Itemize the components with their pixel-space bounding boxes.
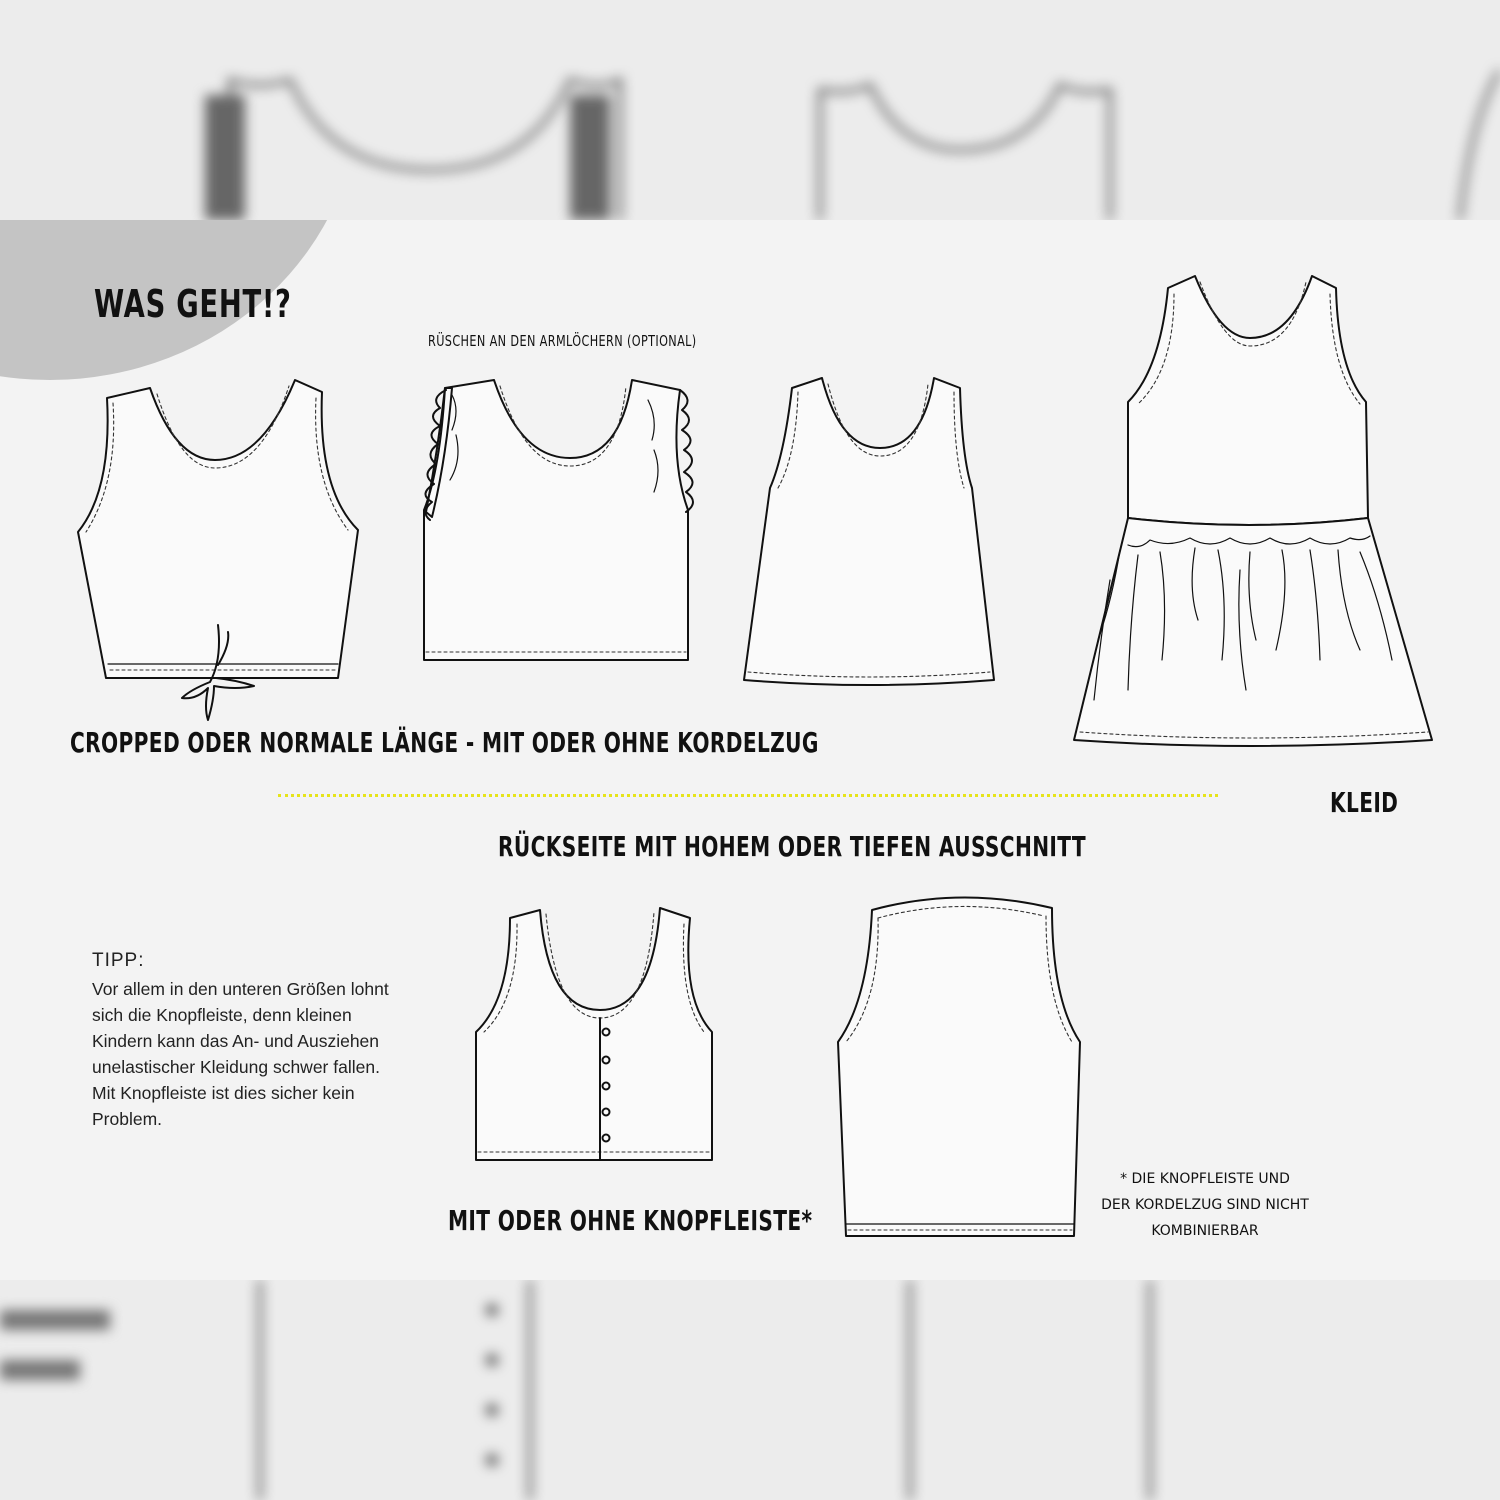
back-caption: RÜCKSEITE MIT HOHEM ODER TIEFEN AUSSCHNITT [498, 830, 1086, 863]
ruffle-caption: RÜSCHEN AN DEN ARMLÖCHERN (OPTIONAL) [428, 332, 697, 350]
tip-line: sich die Knopfleiste, denn kleinen [92, 1005, 352, 1025]
tip-line: Problem. [92, 1109, 163, 1129]
combination-note-line2: DER KORDELZUG SIND NICHT [1101, 1197, 1309, 1213]
button-caption: MIT ODER OHNE KNOPFLEISTE* [448, 1204, 813, 1237]
tip-box [92, 950, 422, 1132]
tip-title: TIPP: [92, 950, 145, 971]
blurred-background-top [0, 0, 1500, 220]
dress-drawing [1074, 276, 1432, 746]
combination-note-line1: * DIE KNOPFLEISTE UND [1120, 1171, 1290, 1187]
crop-caption: CROPPED ODER NORMALE LÄNGE - MIT ODER OHNE KORDELZUG [70, 726, 819, 759]
tip-line: Mit Knopfleiste ist dies sicher kein [92, 1083, 355, 1103]
overview-card [0, 220, 1500, 1280]
plain-back-drawing [838, 897, 1080, 1236]
combination-note-line3: KOMBINIERBAR [1151, 1223, 1259, 1239]
dress-caption: KLEID [1330, 786, 1399, 819]
tip-line: Kindern kann das An- und Ausziehen [92, 1031, 380, 1051]
tip-body [92, 976, 422, 1132]
tip-line: unelastischer Kleidung schwer fallen. [92, 1057, 380, 1077]
ruffle-top-drawing [424, 380, 693, 660]
page-heading: WAS GEHT!? [94, 282, 292, 326]
blurred-background-bottom [0, 1280, 1500, 1500]
tank-top-drawing [744, 378, 994, 685]
button-back-drawing [476, 908, 712, 1160]
combination-note [1092, 1166, 1318, 1244]
tip-line: Vor allem in den unteren Größen lohnt [92, 979, 389, 999]
cropped-top-drawing [78, 380, 358, 720]
